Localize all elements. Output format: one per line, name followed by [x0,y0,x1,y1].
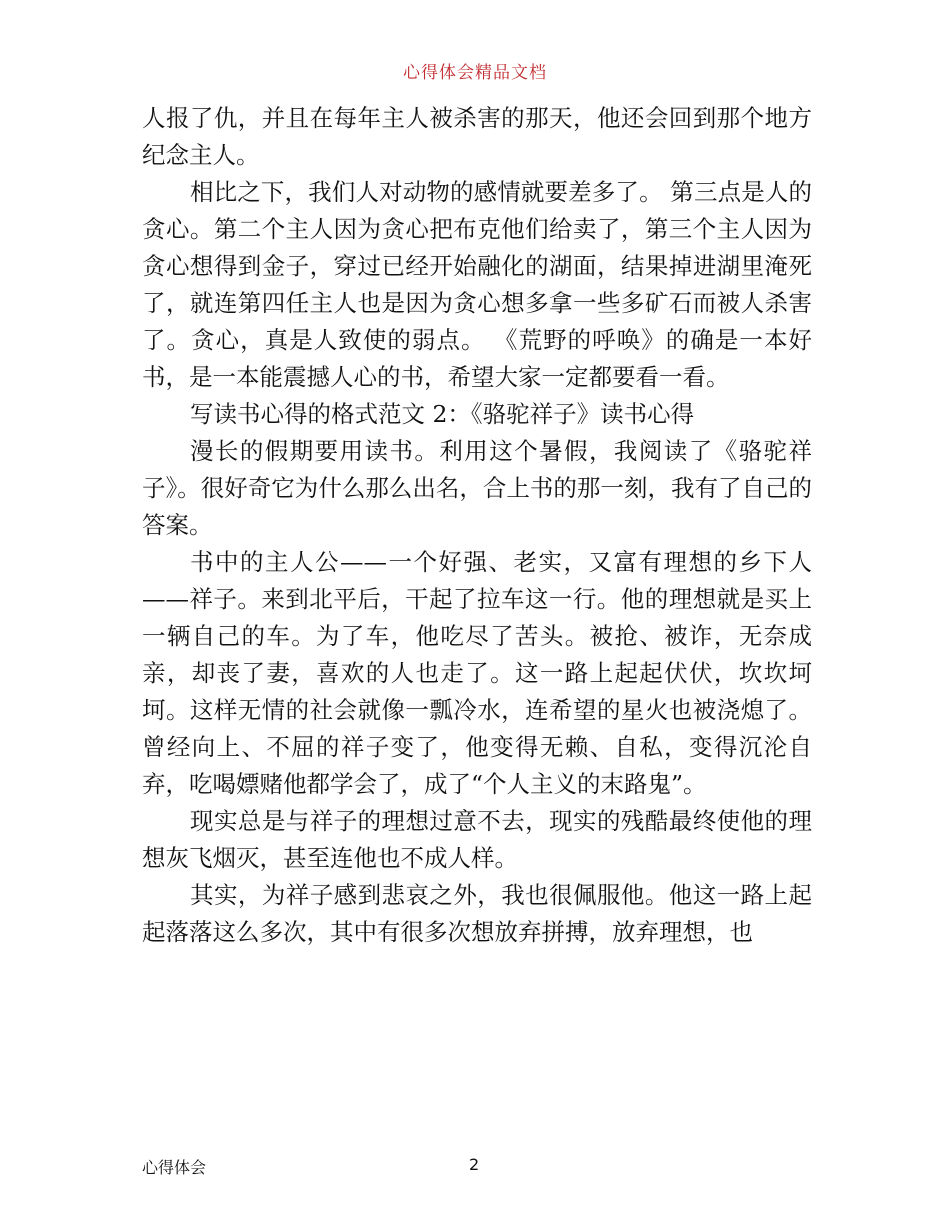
paragraph-5: 现实总是与祥子的理想过意不去，现实的残酷最终使他的理想灰飞烟灭，甚至连他也不成人样。 [142,807,812,872]
page-header-title: 心得体会精品文档 [403,63,547,83]
section-heading: 写读书心得的格式范文 2：《骆驼祥子》读书心得 [190,400,695,428]
page-number: 2 [469,1155,480,1174]
document-body [142,100,812,951]
paragraph-1: 人报了仇，并且在每年主人被杀害的那天，他还会回到那个地方纪念主人。 [142,104,812,169]
footer-label: 心得体会 [142,1158,207,1177]
paragraph-2: 相比之下，我们人对动物的感情就要差多了。 第三点是人的贪心。第二个主人因为贪心把布克他们给卖了，第三个主人因为贪心想得到金子，穿过已经开始融化的湖面，结果掉进湖里淹死了，就连第四任主人也是因为贪心想多拿一些多矿石而被人杀害了。贪心，真是人致使的弱点。 《荒野的呼唤》的确是一本好书，是一本能震撼人心的书，希望大家一定都要看一看。 [142,178,812,391]
paragraph-6: 其实，为祥子感到悲哀之外，我也很佩服他。他这一路上起起落落这么多次，其中有很多次想放弃拼搏，放弃理想，也 [142,881,812,946]
paragraph-3: 漫长的假期要用读书。利用这个暑假，我阅读了《骆驼祥子》。很好奇它为什么那么出名，合上书的那一刻，我有了自己的答案。 [142,437,812,539]
paragraph-4: 书中的主人公——一个好强、老实，又富有理想的乡下人——祥子。来到北平后，干起了拉车这一行。他的理想就是买上一辆自己的车。为了车，他吃尽了苦头。被抢、被诈，无奈成亲，却丧了妻，喜欢的人也走了。这一路上起起伏伏，坎坎坷坷。这样无情的社会就像一瓢冷水，连希望的星火也被浇熄了。曾经向上、不屈的祥子变了，他变得无赖、自私，变得沉沦自弃，吃喝嫖赌他都学会了，成了“个人主义的末路鬼”。 [142,548,812,798]
